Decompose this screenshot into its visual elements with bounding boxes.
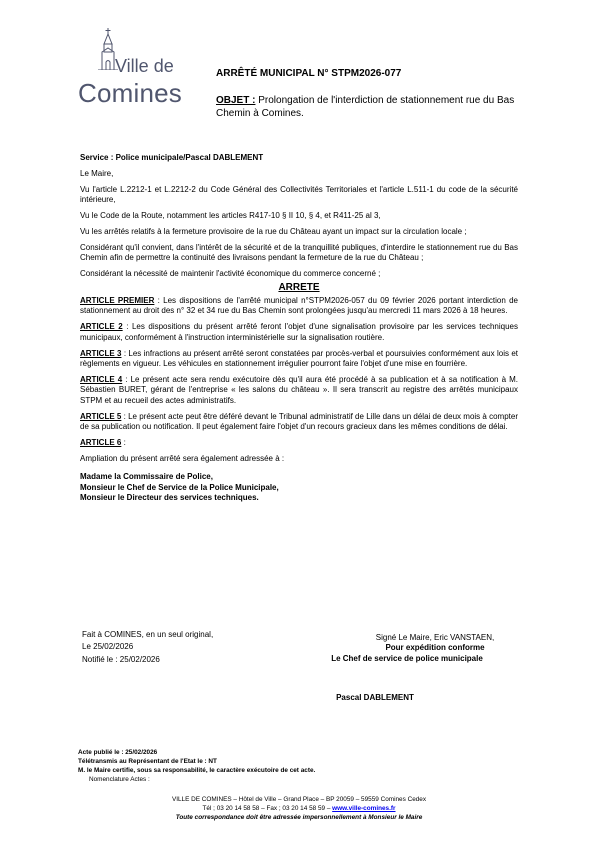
signature-block: [80, 630, 518, 702]
fait-a-line: Fait à COMINES, en un seul original,: [82, 630, 214, 639]
article-6-text: :: [121, 438, 126, 448]
article-4: [80, 375, 518, 406]
considerant-paragraph-1: Considérant qu'il convient, dans l'intérêt de la sécurité et de la tranquillité publiques, d'interdire le stationnement rue du Bas Chemin afin de permettre la continuité des livraisons pendant la fermeture de la rue du Château ;: [80, 242, 518, 263]
address-line-1: VILLE DE COMINES – Hôtel de Ville – Grand Place – BP 20059 – 59559 Comines Cedex: [171, 796, 427, 803]
address-line-2: [80, 804, 518, 813]
arrete-heading: ARRETE: [278, 281, 320, 293]
nomenclature: Nomenclature Actes :: [89, 776, 150, 783]
arrete-body: [80, 153, 518, 504]
article-2: [80, 322, 518, 343]
article-4-label: ARTICLE 4: [80, 375, 123, 384]
article-premier-label: ARTICLE PREMIER: [80, 296, 155, 306]
article-3: [80, 349, 518, 370]
vu-paragraph-1: Vu l'article L.2212-1 et L.2212-2 du Code Général des Collectivités Territoriales et l'article L.511-1 du code de la sécurité intérieure,: [80, 184, 518, 205]
acte-publie: Acte publié le : 25/02/2026: [78, 749, 158, 756]
article-premier: [80, 296, 518, 317]
footer-address: [80, 795, 518, 823]
ville-de-comines-logo: [78, 28, 196, 108]
article-5-label: ARTICLE 5: [80, 411, 122, 421]
date-line: Le 25/02/2026: [82, 642, 134, 652]
certification: M. le Maire certifie, sous sa responsabilité, le caractère exécutoire de cet acte.: [78, 767, 316, 774]
publication-meta: [78, 748, 315, 784]
objet-text: Prolongation de l'interdiction de stationnement rue du Bas Chemin à Comines.: [216, 95, 515, 119]
arrete-title: ARRÊTÉ MUNICIPAL N° STPM2026-077: [216, 68, 402, 79]
article-premier-text: : Les dispositions de l'arrêté municipal n°STPM2026-057 du 09 février 2026 portant interdiction de stationnement au droit des n° 32 et 34 rue du Bas Chemin sont prolongées jusqu'au mercredi 11 mars 2026 à 18 heures.: [80, 296, 518, 316]
article-4-text: : Le présent acte sera rendu exécutoire dès qu'il aura été procédé à sa publication et à sa notification à M. Sébastien BURET, gérant de l'entreprise « les salons du château ». Il sera transcrit au registre des arrêtés municipaux STPM et au recueil des actes administratifs.: [80, 375, 518, 405]
destinataire-1: Madame la Commissaire de Police,: [80, 472, 213, 482]
article-3-label: ARTICLE 3: [80, 348, 122, 358]
notifie-line: Notifié le : 25/02/2026: [82, 654, 160, 664]
teletransmis: Télétransmis au Représentant de l'Etat le : NT: [78, 758, 217, 765]
vu-paragraph-2: Vu le Code de la Route, notamment les articles R417-10 § II 10, § 4, et R411-25 al 3,: [80, 211, 381, 221]
destinataire-2: Monsieur le Chef de Service de la Police Municipale,: [80, 482, 279, 492]
correspondence-note: Toute correspondance doit être adressée impersonnellement à Monsieur le Maire: [175, 814, 423, 822]
logo-comines-text: Comines: [78, 78, 182, 108]
article-5-text: : Le présent acte peut être déféré devant le Tribunal administratif de Lille dans un délai de deux mois à compter de sa publication ou notification. Il peut également faire l'objet d'un recours gracieux dans les mêmes conditions de délai.: [80, 411, 518, 432]
logo-ville-text: Ville de: [115, 56, 174, 76]
article-3-text: : Les infractions au présent arrêté seront constatées par procès-verbal et poursuivies conformément aux lois et règlements en vigueur. Les véhicules en stationnement irrégulier pourront faire l'objet d'une mise en fourrière.: [80, 348, 518, 369]
objet-block: [216, 95, 516, 120]
objet-label: OBJET :: [216, 95, 256, 106]
signe-maire: Signé Le Maire, Eric VANSTAEN,: [375, 633, 495, 642]
pour-expedition: Pour expédition conforme: [385, 643, 485, 652]
article-5: [80, 412, 518, 433]
article-2-label: ARTICLE 2: [80, 322, 123, 332]
website-link[interactable]: www.ville-comines.fr: [332, 805, 396, 813]
article-2-text: : Les dispositions du présent arrêté feront l'objet d'une signalisation provisoire par les services techniques municipaux, conformément à l'instruction interministérielle sur la signalisation routière.: [80, 322, 518, 342]
article-6-label: ARTICLE 6: [80, 438, 122, 448]
le-maire-line: Le Maire,: [80, 168, 114, 178]
chef-service: Le Chef de service de police municipale: [331, 654, 483, 663]
destinataire-3: Monsieur le Directeur des services techniques.: [80, 493, 259, 503]
signatory-name: Pascal DABLEMENT: [336, 693, 414, 702]
phone-fax: Tél ; 03 20 14 58 58 – Fax ; 03 20 14 58 59 –: [202, 805, 333, 813]
vu-paragraph-3: Vu les arrêtés relatifs à la fermeture provisoire de la rue du Château ayant un impact sur la circulation locale ;: [80, 227, 467, 237]
service-line: Service : Police municipale/Pascal DABLEMENT: [80, 153, 264, 162]
considerant-paragraph-2: Considérant la nécessité de maintenir l'activité économique du commerce concerné ;: [80, 269, 381, 279]
ampliation-line: Ampliation du présent arrêté sera également adressée à :: [80, 453, 285, 463]
article-6: [80, 438, 518, 448]
